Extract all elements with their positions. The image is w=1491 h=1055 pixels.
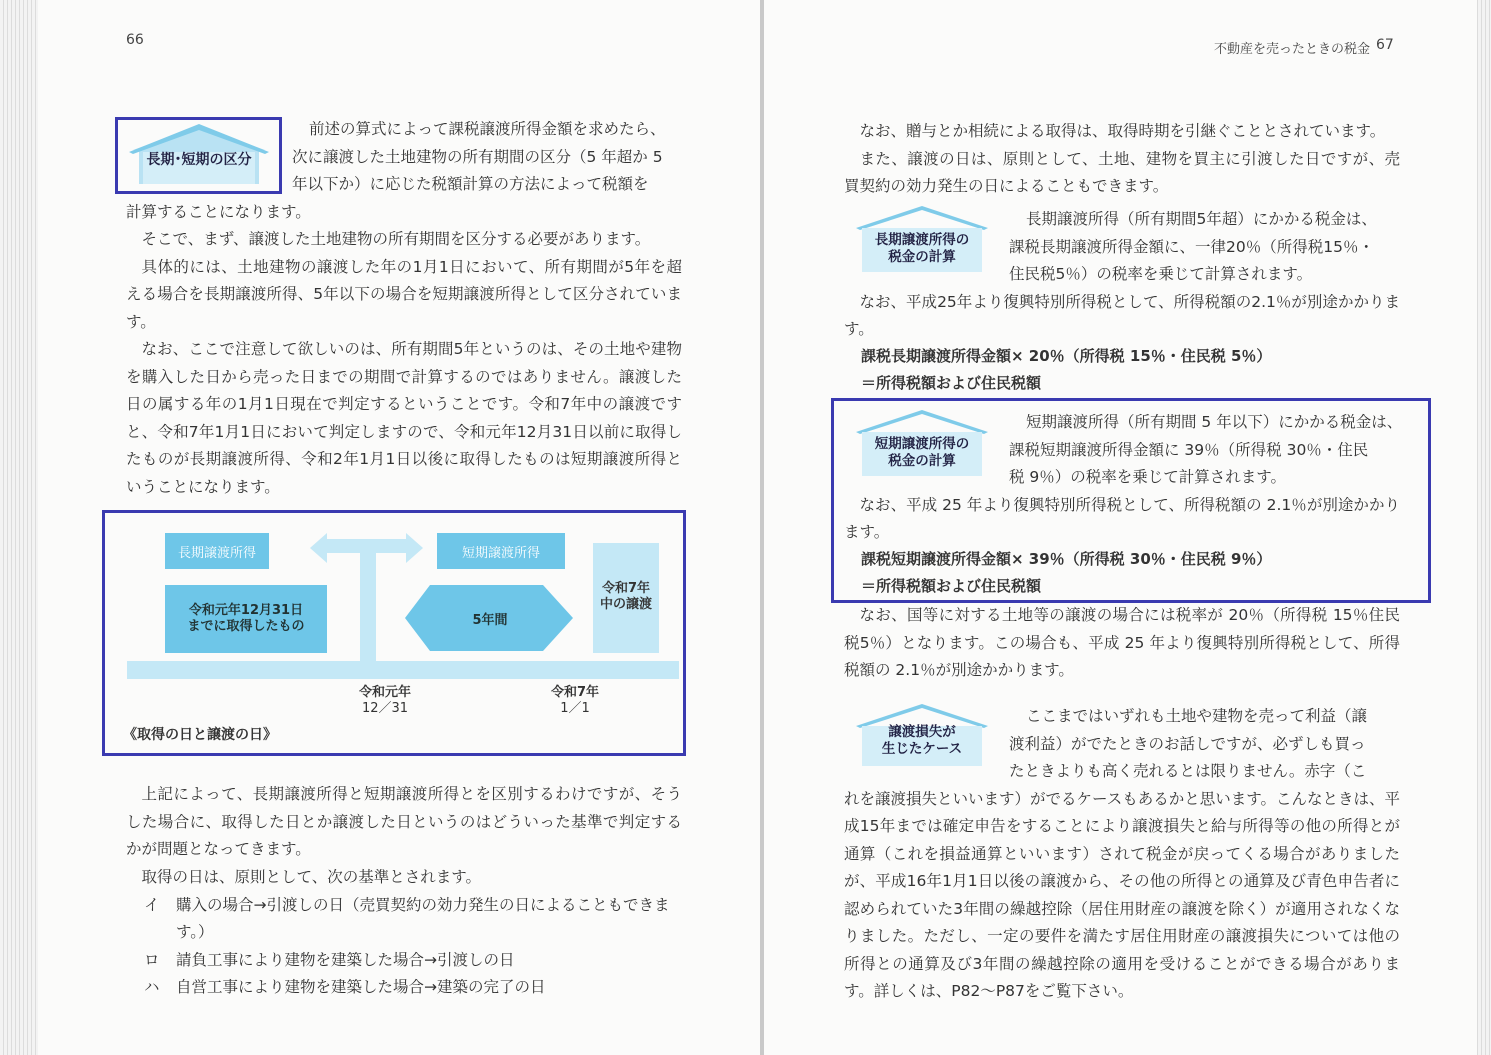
intro-line-4: 計算することになります。 <box>126 202 311 221</box>
right-page <box>764 0 1491 1055</box>
item-mark-3: ハ <box>144 978 160 996</box>
acquired-by-label <box>165 603 327 635</box>
long-badge-line-1: 長期譲渡所得の <box>874 232 970 248</box>
paragraph-2: そこで、まず、譲渡した土地建物の所有期間を区分する必要があります。 <box>141 230 651 248</box>
date-2-line-1: 令和7年 <box>550 685 600 700</box>
long-term-badge <box>852 204 992 274</box>
intro-line-3: 年以下か）に応じた税額計算の方法によって税額を <box>292 175 649 193</box>
long-badge-line-2: 税金の計算 <box>888 249 956 265</box>
short-badge-line-1: 短期譲渡所得の <box>874 436 970 452</box>
badge-label: 長期･短期の区分 <box>146 152 252 168</box>
right-paragraph-2: また、譲渡の日は、原則として、土地、建物を買主に引渡した日ですが、売買契約の効力発生の日によることもできます。 <box>844 149 1400 195</box>
date-1-line-2: 12／31 <box>361 701 409 716</box>
date-1-label <box>345 685 425 717</box>
loss-badge-label <box>852 724 992 758</box>
running-header: 不動産を売ったときの税金 <box>1214 42 1371 57</box>
page-number-right: 67 <box>1376 37 1394 53</box>
acquired-line-1: 令和元年12月31日 <box>188 603 304 618</box>
short-line-3: 税 9％）の税率を乗じて計算されます。 <box>1009 468 1287 486</box>
short-badge-line-2: 税金の計算 <box>888 453 956 469</box>
page-number-left: 66 <box>126 32 144 48</box>
long-line-2: 課税長期譲渡所得金額に、一律20％（所得税15％・ <box>1009 237 1374 256</box>
page-edges <box>0 0 38 1055</box>
loss-badge-line-1: 譲渡損失が <box>888 724 956 740</box>
short-note: なお、平成 25 年より復興特別所得税として、所得税額の 2.1％が別途かかります。 <box>844 495 1400 541</box>
loss-paragraph: れを譲渡損失といいます）がでるケースもあるかと思います。こんなときは、平成15年までは確定申告をすることにより譲渡損失と給与所得等の他の所得とが通算（これを損益通算といいます）されて税金が戻ってくる場合がありましたが、平成16年1月1日以後の譲渡から、その他の所得との通算及び青色申告者に認められていた3年間の繰越控除（居住用財産の譲渡を除く）が適用されなくなりました。ただし、一定の要件を満たす居住用財産の譲渡損失については他の所得との通算及び3年間の繰越控除の適用を受けることができる場合があります。詳しくは、P82～P87をご覧下さい。 <box>844 789 1400 1000</box>
five-years-label: 5年間 <box>472 613 508 628</box>
right-paragraph-1: なお、贈与とか相続による取得は、取得時期を引継ぐこととされています。 <box>859 122 1386 140</box>
transfer-line-1: 令和7年 <box>601 581 651 596</box>
transfer-label <box>593 581 659 613</box>
short-formula-1: 課税短期譲渡所得金額× 39％（所得税 30％・住民税 9％） <box>861 550 1272 568</box>
short-term-badge <box>852 408 992 478</box>
state-transfer-paragraph: なお、国等に対する土地等の譲渡の場合には税率が 20％（所得税 15％住民税5％）となります。この場合も、平成 25 年より復興特別所得税として、所得税額の 2.1％が別途かかります。 <box>844 606 1400 679</box>
long-line-1: 長期譲渡所得（所有期間5年超）にかかる税金は、 <box>1026 210 1377 228</box>
date-2-label <box>535 685 615 717</box>
loss-line-3: たときよりも高く売れるとは限りません。赤字（こ <box>1009 762 1367 780</box>
paragraph-3: 具体的には、土地建物の譲渡した年の1月1日において、所有期間が5年を超える場合を長期譲渡所得、5年以下の場合を短期譲渡所得として区分されています。 <box>126 257 682 331</box>
short-term-badge-label <box>852 436 992 470</box>
transfer-line-2: 中の譲渡 <box>599 597 652 612</box>
short-line-2: 課税短期譲渡所得金額に 39％（所得税 30％・住民 <box>1009 440 1369 459</box>
long-term-label: 長期譲渡所得 <box>165 533 269 569</box>
item-mark-1: イ <box>144 895 160 914</box>
intro-line-2: 次に譲渡した土地建物の所有期間の区分（5 年超か 5 <box>292 147 663 166</box>
paragraph-4: なお、ここで注意して欲しいのは、所有期間5年というのは、その土地や建物を購入した日から売った日までの期間で計算するのではありません。譲渡した日の属する年の1月1日現在で判定するということです。令和7年中の譲渡ですと、令和7年1月1日において判定しますので、令和元年12月31日以前に取得したものが長期譲渡所得、令和2年1月1日以後に取得したものは短期譲渡所得ということになります。 <box>126 340 682 496</box>
page-edges-right <box>1477 0 1491 1055</box>
item-text-3: 自営工事により建物を建築した場合→建築の完了の日 <box>176 978 546 996</box>
long-line-3: 住民税5％）の税率を乗じて計算されます。 <box>1009 265 1313 283</box>
acquisition-transfer-diagram <box>105 513 683 753</box>
intro-line-1: 前述の算式によって課税譲渡所得金額を求めたら、 <box>309 120 666 138</box>
paragraph-6: 取得の日は、原則として、次の基準とされます。 <box>141 868 481 886</box>
acquired-line-2: までに取得したもの <box>187 619 305 634</box>
date-2-line-2: 1／1 <box>560 701 590 716</box>
short-line-1: 短期譲渡所得（所有期間 5 年以下）にかかる税金は、 <box>1026 413 1403 431</box>
date-1-line-1: 令和元年 <box>358 685 411 700</box>
item-mark-2: ロ <box>144 950 160 969</box>
long-formula-1: 課税長期譲渡所得金額× 20％（所得税 15％・住民税 5％） <box>861 347 1272 365</box>
paragraph-5: 上記によって、長期譲渡所得と短期譲渡所得とを区別するわけですが、そうした場合に、取得した日とか譲渡した日というのはどういった基準で判定するかが問題となってきます。 <box>126 785 682 858</box>
diagram-caption: 《取得の日と譲渡の日》 <box>123 727 277 743</box>
short-term-label: 短期譲渡所得 <box>437 533 565 569</box>
loss-badge <box>852 702 992 768</box>
loss-line-2: 渡利益）がでたときのお話しですが、必ずしも買っ <box>1009 734 1366 753</box>
item-text-1: 購入の場合→引渡しの日（売買契約の効力発生の日によることもできます。） <box>176 895 670 941</box>
house-badge <box>125 122 273 188</box>
loss-badge-line-2: 生じたケース <box>881 741 963 757</box>
long-formula-2: ＝所得税額および住民税額 <box>861 374 1042 392</box>
long-note: なお、平成25年より復興特別所得税として、所得税額の2.1％が別途かかります。 <box>844 292 1400 338</box>
loss-line-1: ここまではいずれも土地や建物を売って利益（譲 <box>1026 707 1368 725</box>
short-formula-2: ＝所得税額および住民税額 <box>861 577 1042 595</box>
long-term-badge-label <box>852 232 992 266</box>
item-text-2: 請負工事により建物を建築した場合→引渡しの日 <box>176 950 515 969</box>
